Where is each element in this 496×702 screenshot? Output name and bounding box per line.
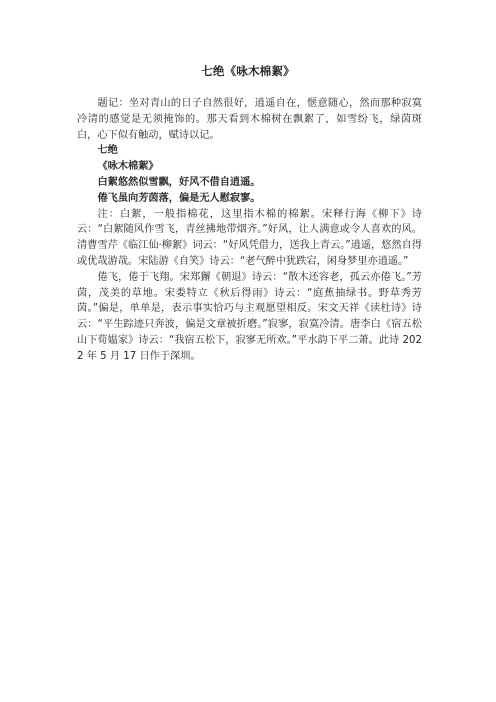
poem-line-1: 白絮悠然似雪飘，好风不借自逍遥。	[97, 176, 261, 188]
poem-form: 七绝	[97, 145, 118, 157]
notes-paragraph-2: 倦飞，倦于飞翔。宋郑獬《朝退》诗云：“散木还容老，孤云亦倦飞。”芳茵，茂美的草地。宋娄特立《秋后得雨》诗云：“庭蕉抽绿书。野草秀芳茵。”偏是，单单是，表示事实恰巧与主观愿望相反。宋文天祥《读杜诗》诗云：“平生踪迹只奔波，偏是文章被折磨。”寂寥，寂寞冷清。唐李白《宿五松山下荀媪家》诗云：“我宿五松下，寂寥无所欢。”平水韵下平二萧。此诗 2022 年 5 月 17 日作于深圳。	[77, 271, 422, 362]
poem-title: 《咏木棉絮》	[97, 161, 159, 173]
notes-paragraph-1: 注：白絮，一般指棉花，这里指木棉的棉絮。宋释行海《柳下》诗云：“白絮随风作雪飞，青丝拂地带烟齐。”好风，让人满意或令人喜欢的风。清曹雪芹《临江仙·柳絮》词云：“好风凭借力，送我上青云。”逍遥，悠然自得或优哉游哉。宋陆游《自笑》诗云：“老气醉中犹跌宕，闲身梦里亦逍遥。”	[77, 208, 422, 267]
poem-line-2: 倦飞虽向芳茵落，偏是无人慰寂寥。	[97, 192, 261, 204]
document-title: 七绝《咏木棉絮》	[201, 64, 295, 78]
intro-paragraph: 题记：坐对青山的日子自然很好，逍遥自在，惬意随心，然而那种寂寞冷清的感觉是无须掩饰的。那天看到木棉树在飘絮了，如雪纷飞，绿茵斑白，心下似有触动，赋诗以记。	[77, 98, 422, 141]
document-body	[77, 96, 422, 365]
